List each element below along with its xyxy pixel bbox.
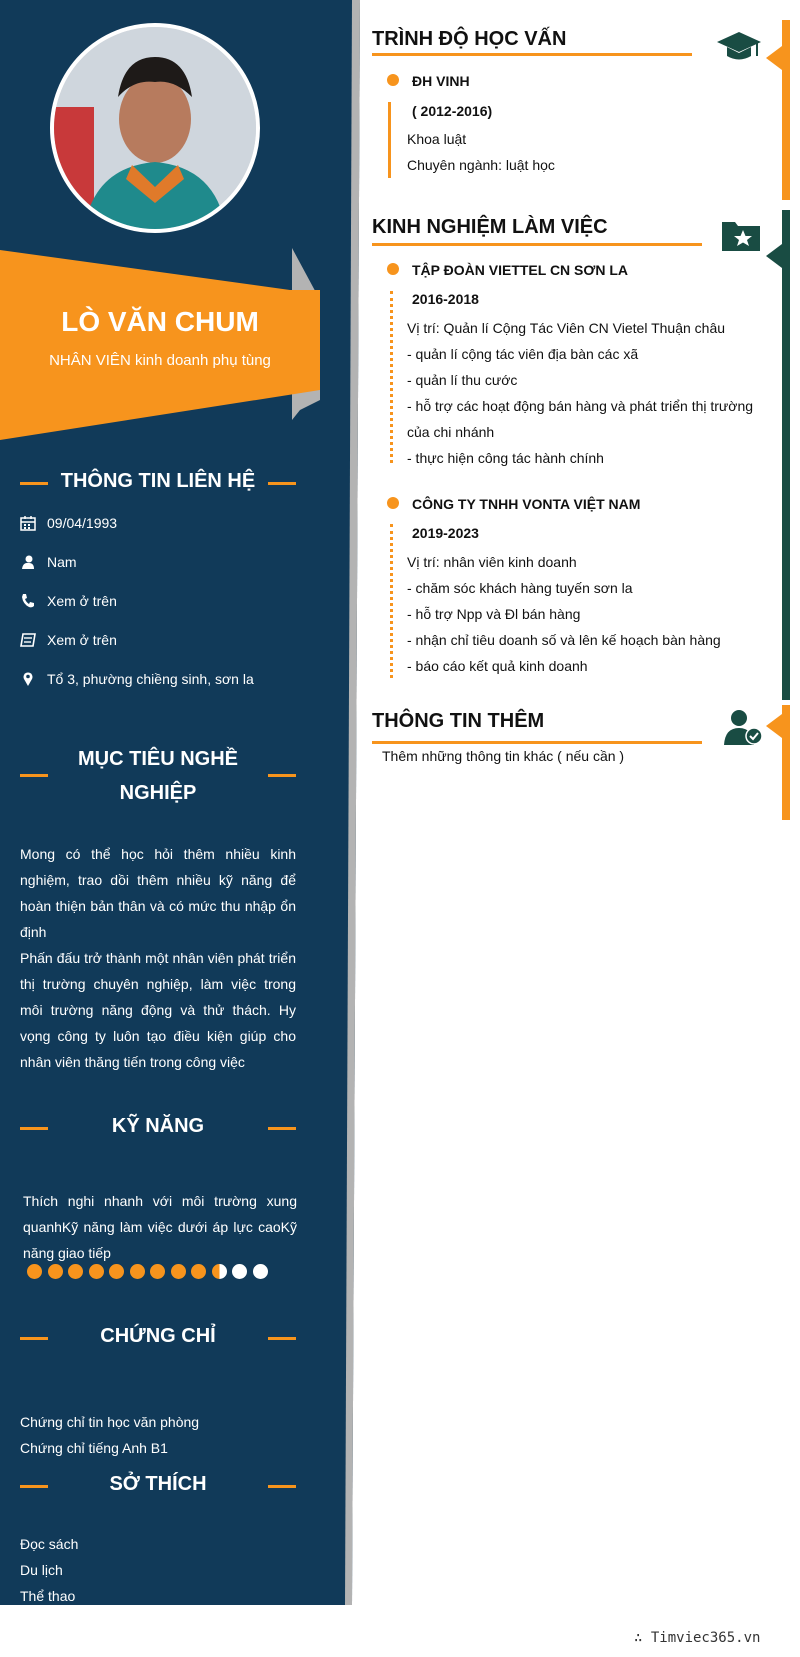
objective-text: Mong có thể học hỏi thêm nhiều kinh nghiệm, trao dồi thêm nhiều kỹ năng để hoàn thiện bản thân và có mức thu nhập ổn định Phấn đấu trở thành một nhân viên phát triển thị trường chuyên nghiệp, làm việc trong môi trường năng động và thử thách. Hy vọng công ty luôn tạo điều kiện giúp cho nhân viên thăng tiến trong công việc xyxy=(20,846,296,1070)
job-line: - quản lí thu cước xyxy=(407,372,518,388)
experience-underline xyxy=(372,243,702,246)
job-period: 2019-2023 xyxy=(412,525,479,541)
certificate-item: Chứng chỉ tin học văn phòng xyxy=(20,1414,200,1430)
experience-heading: KINH NGHIỆM LÀM VIỆC xyxy=(372,216,608,238)
calendar-icon xyxy=(20,515,36,531)
skills-text: Thích nghi nhanh với môi trường xung quanhKỹ năng làm việc dưới áp lực caoKỹ năng giao tiếp xyxy=(23,1193,297,1261)
skill-rating-dot xyxy=(48,1264,63,1279)
education-period: ( 2012-2016) xyxy=(412,103,493,119)
job-line: - hỗ trợ Npp và Đl bán hàng xyxy=(407,606,581,622)
education-bullet xyxy=(387,74,399,86)
hobby-item: Du lịch xyxy=(20,1562,63,1578)
job-line: - chăm sóc khách hàng tuyến sơn la xyxy=(407,580,633,596)
skill-rating-dot xyxy=(253,1264,268,1279)
skill-rating-dot xyxy=(191,1264,206,1279)
skill-rating-dot xyxy=(27,1264,42,1279)
certificates-heading: CHỨNG CHỈ xyxy=(20,1325,296,1348)
education-marker xyxy=(766,46,782,70)
user-check-icon xyxy=(723,708,763,746)
skill-rating-dot xyxy=(89,1264,104,1279)
job-bullet xyxy=(387,263,399,275)
additional-heading: THÔNG TIN THÊM xyxy=(372,710,545,732)
education-line: Khoa luật xyxy=(407,131,467,147)
location-icon xyxy=(20,671,36,687)
email-icon xyxy=(20,632,36,648)
additional-marker xyxy=(766,714,782,738)
job-line: - quản lí cộng tác viên địa bàn các xã xyxy=(407,346,639,362)
hobby-item: Đọc sách xyxy=(20,1536,79,1552)
skill-rating-dot xyxy=(150,1264,165,1279)
folder-star-icon xyxy=(721,218,761,252)
hobbies-list xyxy=(20,1531,78,1609)
person-icon xyxy=(20,554,36,570)
job-timeline xyxy=(390,291,393,463)
hobbies-heading: SỞ THÍCH xyxy=(20,1473,296,1496)
additional-text: Thêm những thông tin khác ( nếu cần ) xyxy=(382,748,625,764)
candidate-title: NHÂN VIÊN kinh doanh phụ tùng xyxy=(49,352,271,369)
education-school: ĐH VINH xyxy=(412,73,470,89)
skill-rating-dot xyxy=(232,1264,247,1279)
experience-marker xyxy=(766,244,782,268)
job-line: - nhận chỉ tiêu doanh số và lên kế hoạch bàn hàng xyxy=(407,632,721,648)
skills-heading: KỸ NĂNG xyxy=(20,1115,296,1138)
contact-heading: THÔNG TIN LIÊN HỆ xyxy=(20,470,296,493)
job-period: 2016-2018 xyxy=(412,291,479,307)
phone-icon xyxy=(20,593,36,609)
education-heading: TRÌNH ĐỘ HỌC VẤN xyxy=(372,28,567,50)
job-bullet xyxy=(387,497,399,509)
education-line: Chuyên ngành: luật học xyxy=(407,157,555,173)
objective-heading: MỤC TIÊU NGHỀ NGHIỆP xyxy=(20,742,296,810)
profile-photo xyxy=(50,23,260,233)
education-timeline xyxy=(388,102,391,178)
skill-rating-dot xyxy=(212,1264,227,1279)
job-timeline xyxy=(390,524,393,678)
skill-rating-dot xyxy=(109,1264,124,1279)
watermark: ∴ Timviec365.vn xyxy=(634,1630,761,1646)
job-line: - hỗ trợ các hoạt động bán hàng và phát triển thị trường xyxy=(407,398,754,414)
candidate-name: LÒ VĂN CHUM xyxy=(61,306,259,337)
additional-underline xyxy=(372,741,702,744)
hobby-item: Thể thao xyxy=(20,1588,76,1604)
job-line: Vị trí: nhân viên kinh doanh xyxy=(407,554,577,570)
education-underline xyxy=(372,53,692,56)
job-line: - thực hiện công tác hành chính xyxy=(407,450,604,466)
certificate-item: Chứng chỉ tiếng Anh B1 xyxy=(20,1440,168,1456)
skill-rating-dot xyxy=(171,1264,186,1279)
job-line: - báo cáo kết quả kinh doanh xyxy=(407,658,588,674)
certificates-list xyxy=(20,1409,199,1461)
experience-side-bar xyxy=(782,210,790,700)
job-line: Vị trí: Quản lí Cộng Tác Viên CN Vietel Thuận châu xyxy=(407,320,726,336)
skill-rating-dot xyxy=(68,1264,83,1279)
graduation-cap-icon xyxy=(716,30,762,64)
skill-rating-dot xyxy=(130,1264,145,1279)
job-company: TẬP ĐOÀN VIETTEL CN SƠN LA xyxy=(412,262,628,278)
education-side-bar xyxy=(782,20,790,200)
job-line: của chi nhánh xyxy=(407,424,495,440)
additional-side-bar xyxy=(782,705,790,820)
job-company: CÔNG TY TNHH VONTA VIỆT NAM xyxy=(412,496,641,512)
